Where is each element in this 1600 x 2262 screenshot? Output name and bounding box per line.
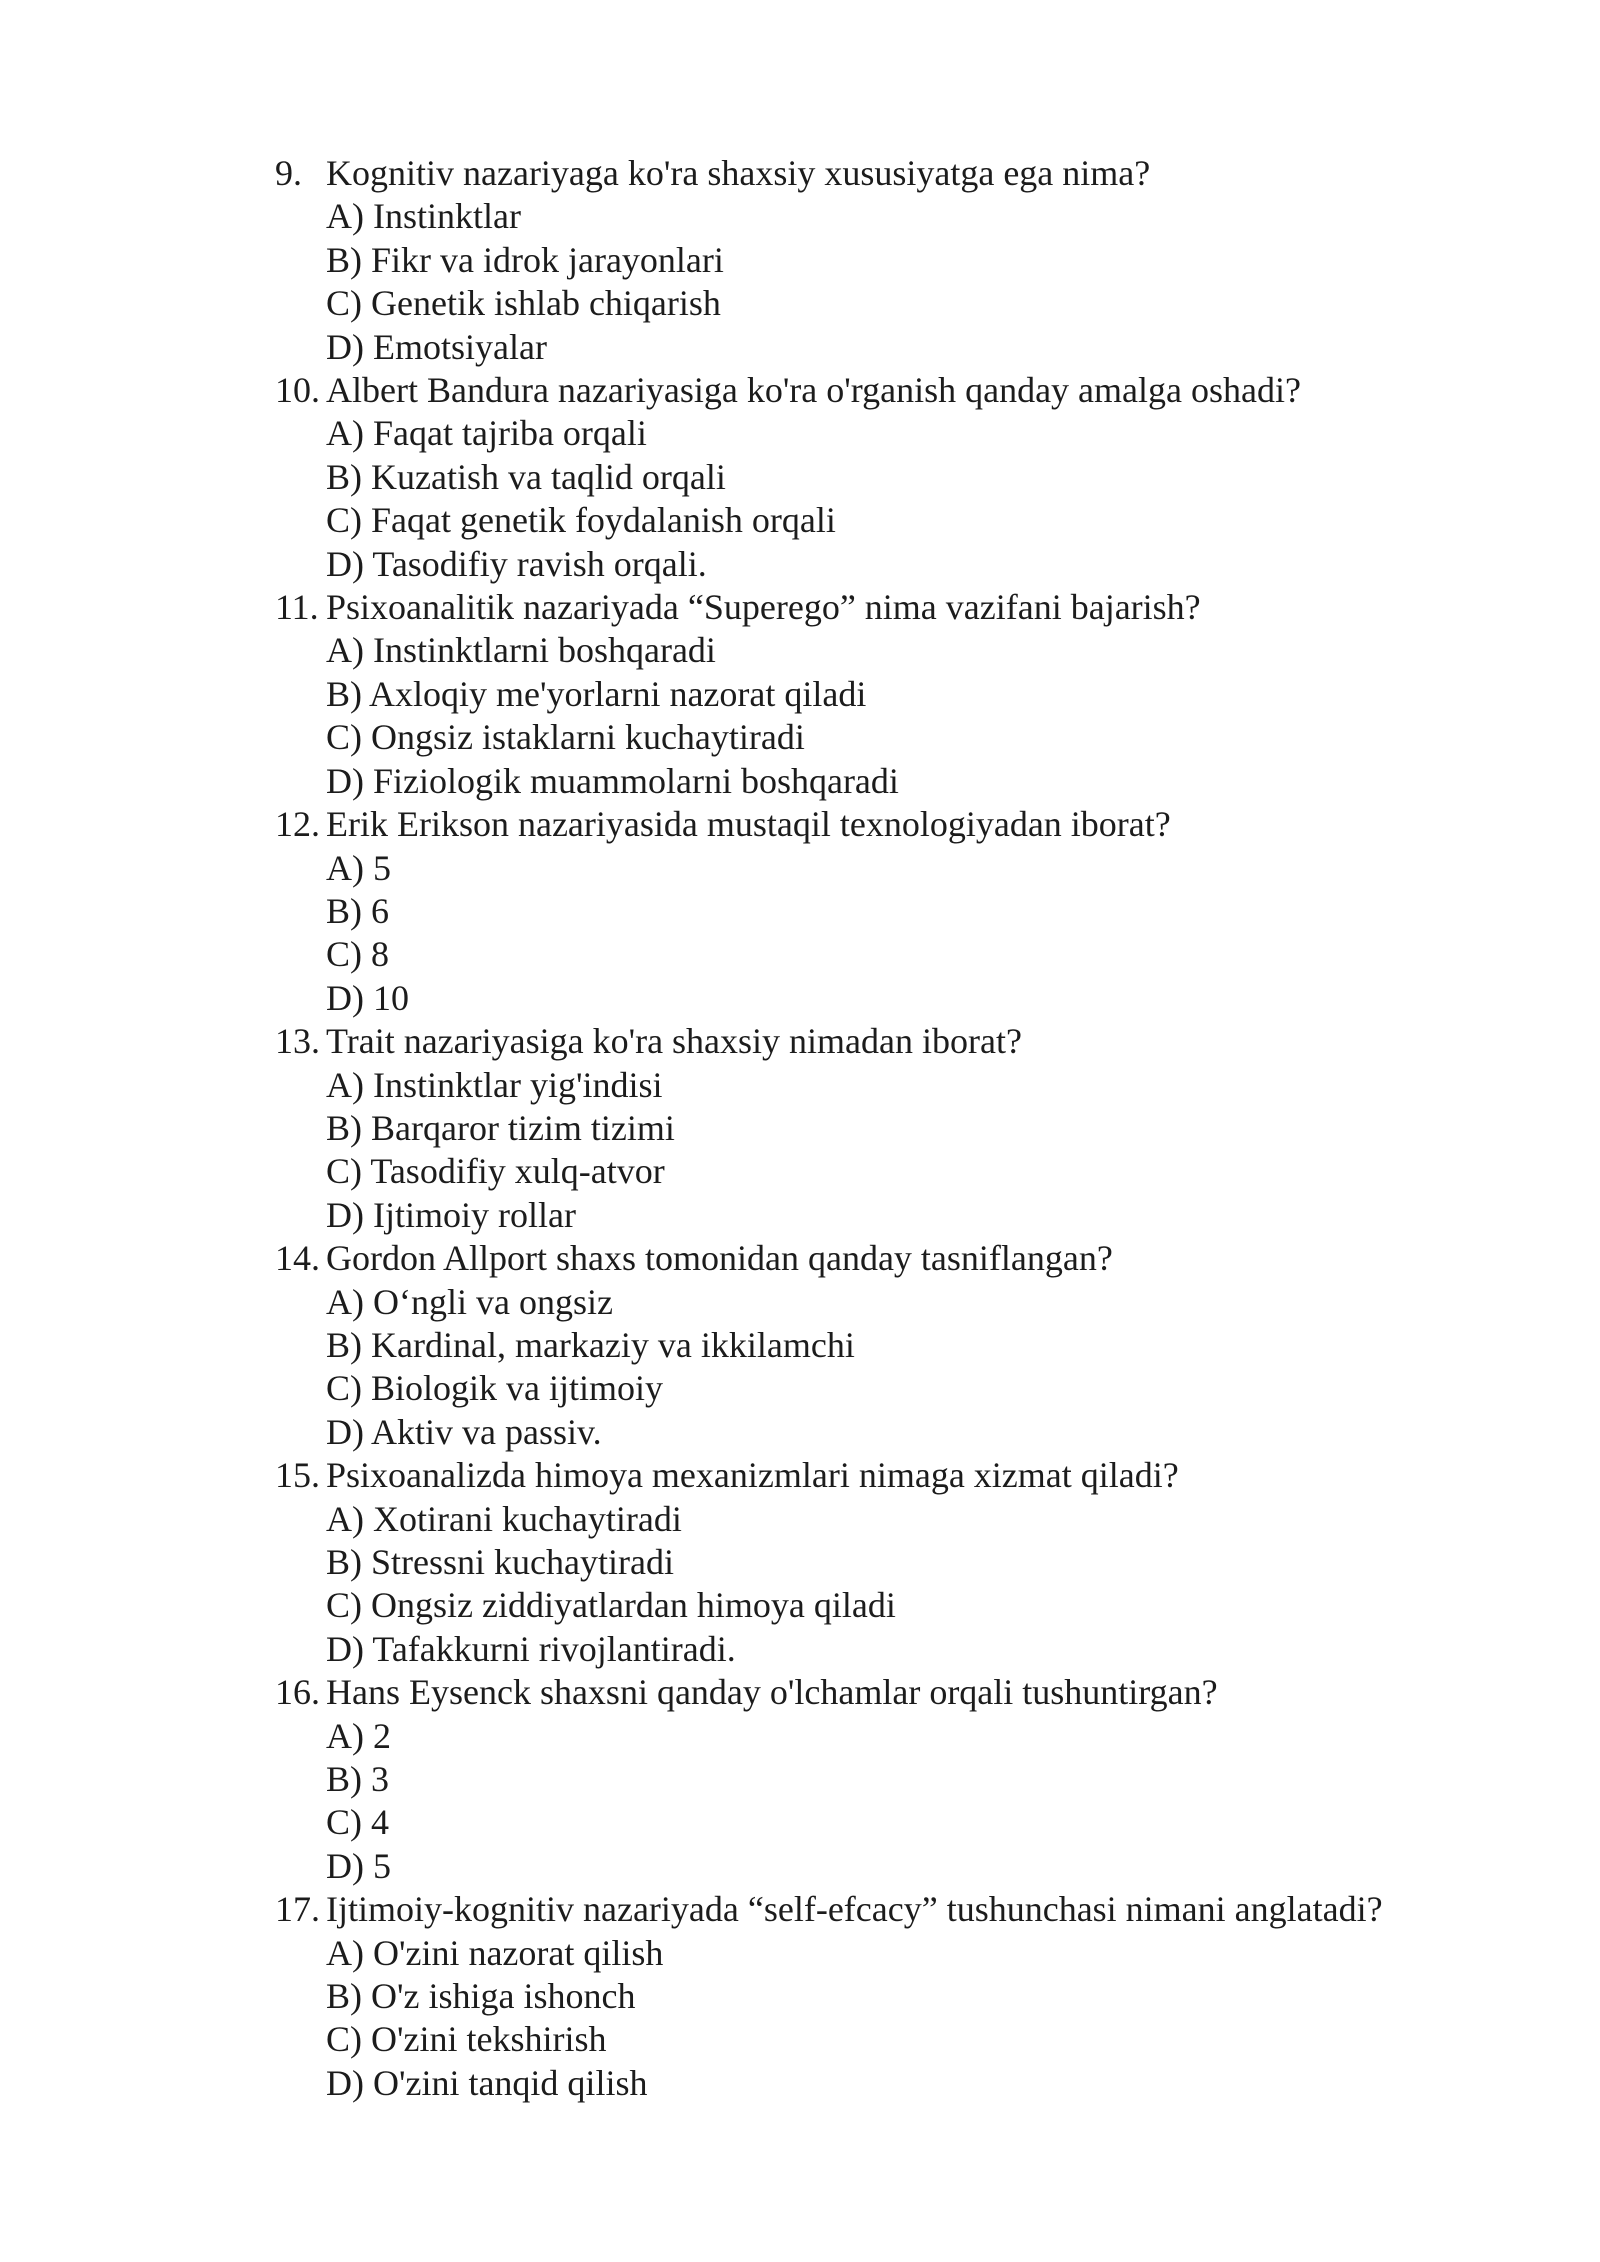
question-block xyxy=(275,152,1535,369)
answer-option: D) Ijtimoiy rollar xyxy=(326,1194,576,1235)
answer-option: C) Genetik ishlab chiqarish xyxy=(326,283,721,324)
answer-option: A) O'zini nazorat qilish xyxy=(326,1932,664,1973)
question-line xyxy=(275,369,1535,412)
answer-option: C) Ongsiz istaklarni kuchaytiradi xyxy=(326,717,805,758)
question-text: Ijtimoiy-kognitiv nazariyada “self-efcacy” tushunchasi nimani anglatadi? xyxy=(326,1889,1383,1930)
question-line xyxy=(275,803,1535,846)
question-line xyxy=(275,586,1535,629)
question-text: Albert Bandura nazariyasiga ko'ra o'rganish qanday amalga oshadi? xyxy=(326,370,1301,411)
question-text: Erik Erikson nazariyasida mustaqil texnologiyadan iborat? xyxy=(326,804,1171,845)
question-line xyxy=(275,1888,1535,1931)
question-number: 16. xyxy=(275,1672,320,1713)
answer-option: C) Biologik va ijtimoiy xyxy=(326,1368,664,1409)
answer-option: D) Tafakkurni rivojlantiradi. xyxy=(326,1628,736,1669)
answer-option: C) Faqat genetik foydalanish orqali xyxy=(326,500,836,541)
question-block xyxy=(275,1888,1535,2105)
question-number: 11. xyxy=(275,587,319,628)
answer-option: B) O'z ishiga ishonch xyxy=(326,1976,636,2017)
answer-option: D) Emotsiyalar xyxy=(326,326,547,367)
answer-option: A) 2 xyxy=(326,1715,391,1756)
question-line xyxy=(275,1237,1535,1280)
answer-option: B) Fikr va idrok jarayonlari xyxy=(326,239,724,280)
answer-option: A) O‘ngli va ongsiz xyxy=(326,1281,613,1322)
question-text: Psixoanalitik nazariyada “Superego” nima vazifani bajarish? xyxy=(326,587,1201,628)
question-text: Kognitiv nazariyaga ko'ra shaxsiy xususiyatga ega nima? xyxy=(326,153,1151,193)
question-line xyxy=(275,1020,1535,1063)
question-number: 14. xyxy=(275,1238,320,1279)
question-block xyxy=(275,1020,1535,1237)
answer-option: C) Ongsiz ziddiyatlardan himoya qiladi xyxy=(326,1585,896,1626)
question-list xyxy=(275,152,1535,2105)
question-line xyxy=(275,1671,1535,1714)
answer-option: B) Kardinal, markaziy va ikkilamchi xyxy=(326,1324,855,1365)
answer-option: D) 10 xyxy=(326,977,409,1018)
question-text: Trait nazariyasiga ko'ra shaxsiy nimadan iborat? xyxy=(326,1021,1022,1062)
answer-option: B) Barqaror tizim tizimi xyxy=(326,1107,675,1148)
answer-option: A) Xotirani kuchaytiradi xyxy=(326,1498,682,1539)
question-number: 13. xyxy=(275,1021,320,1062)
answer-option: A) Instinktlar xyxy=(326,196,521,237)
answer-option: A) Instinktlar yig'indisi xyxy=(326,1064,663,1105)
question-number: 9. xyxy=(275,153,302,193)
answer-option: B) 3 xyxy=(326,1759,389,1800)
question-block xyxy=(275,369,1535,586)
question-block xyxy=(275,1454,1535,1671)
answer-option: D) 5 xyxy=(326,1845,391,1886)
question-block xyxy=(275,1237,1535,1454)
answer-option: D) Aktiv va passiv. xyxy=(326,1411,602,1452)
question-block xyxy=(275,586,1535,803)
answer-option: C) O'zini tekshirish xyxy=(326,2019,607,2060)
answer-option: B) Kuzatish va taqlid orqali xyxy=(326,456,726,497)
question-line xyxy=(275,152,1535,195)
answer-option: A) Instinktlarni boshqaradi xyxy=(326,630,716,671)
question-number: 17. xyxy=(275,1889,320,1930)
question-number: 10. xyxy=(275,370,320,411)
answer-option: D) Tasodifiy ravish orqali. xyxy=(326,543,707,584)
answer-option: D) O'zini tanqid qilish xyxy=(326,2062,648,2103)
answer-option: B) 6 xyxy=(326,890,389,931)
question-text: Hans Eysenck shaxsni qanday o'lchamlar orqali tushuntirgan? xyxy=(326,1672,1218,1713)
answer-option: A) 5 xyxy=(326,847,391,888)
answer-option: C) 8 xyxy=(326,934,389,975)
question-block xyxy=(275,803,1535,1020)
question-block xyxy=(275,1671,1535,1888)
answer-option: B) Stressni kuchaytiradi xyxy=(326,1542,674,1582)
question-number: 12. xyxy=(275,804,320,845)
question-text: Psixoanalizda himoya mexanizmlari nimaga xizmat qiladi? xyxy=(326,1455,1179,1496)
question-number: 15. xyxy=(275,1455,320,1496)
answer-option: C) Tasodifiy xulq-atvor xyxy=(326,1151,665,1192)
answer-option: D) Fiziologik muammolarni boshqaradi xyxy=(326,760,899,801)
answer-option: A) Faqat tajriba orqali xyxy=(326,413,647,454)
question-line xyxy=(275,1454,1535,1497)
question-text: Gordon Allport shaxs tomonidan qanday tasniflangan? xyxy=(326,1238,1113,1279)
answer-option: C) 4 xyxy=(326,1802,389,1843)
answer-option: B) Axloqiy me'yorlarni nazorat qiladi xyxy=(326,673,867,714)
